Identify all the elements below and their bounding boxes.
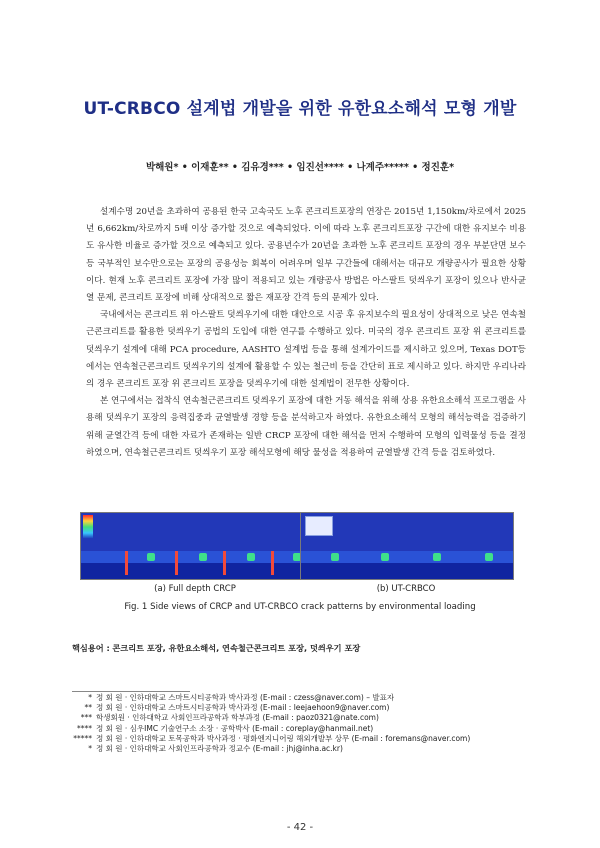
model-thumbnail bbox=[305, 516, 333, 536]
steel-layer bbox=[81, 551, 311, 563]
keywords bbox=[72, 643, 532, 654]
footnote-text: 학생회원 · 인하대학교 사회인프라공학과 학부과정 (E-mail : paoz0321@nate.com) bbox=[96, 713, 379, 723]
footnote-mark: *** bbox=[80, 713, 92, 723]
footnote-text: 정 회 원 · 인하대학교 스마트시티공학과 박사과정 (E-mail : czess@naver.com) – 발표자 bbox=[96, 693, 395, 702]
crack-mark bbox=[271, 551, 274, 575]
base-layer bbox=[301, 563, 513, 579]
footnote bbox=[72, 693, 542, 703]
stress-spot bbox=[247, 553, 255, 561]
contour-legend bbox=[83, 515, 93, 539]
footnote bbox=[72, 744, 542, 754]
subfigure-caption-b: (b) UT-CRBCO bbox=[376, 584, 436, 594]
stress-spot bbox=[331, 553, 339, 561]
footnote-text: 정 회 원 · 심우IMC 기술연구소 소장 · 공학박사 (E-mail : coreplay@hanmail.net) bbox=[96, 723, 374, 733]
footnote bbox=[72, 724, 542, 734]
stress-spot bbox=[485, 553, 493, 561]
crack-mark bbox=[125, 551, 128, 575]
stress-spot bbox=[381, 553, 389, 561]
keywords-text: 콘크리트 포장, 유한요소해석, 연속철근콘크리트 포장, 덧씌우기 포장 bbox=[112, 643, 361, 653]
abstract-body bbox=[86, 204, 526, 462]
footnotes bbox=[72, 693, 542, 754]
abstract-paragraph: 국내에서는 콘크리트 위 아스팔트 덧씌우기에 대한 대안으로 시공 후 유지보수의 필요성이 상대적으로 낮은 연속철근콘크리트를 활용한 덧씌우기 공법의 도입에 대한 연구를 수행하고 있다. 미국의 경우 콘크리트 포장 위 콘크리트를 덧씌우기 설계에 대해 PCA procedure, AASHTO 설계법 등을 통해 설계가이드를 제시하고 있으며, Texas DOT등에서는 연속철근콘크리트 덧씌우기의 설계에 활용할 수 있는 철근비 등을 간단히 표로 제시하고 있다. 하지만 우리나라의 경우 콘크리트 포장 위 콘크리트 포장을 덧씌우기에 대한 설계법이 전무한 상황이다. bbox=[86, 310, 526, 390]
page-number: - 42 - bbox=[286, 822, 314, 833]
footnote-mark: ** bbox=[84, 703, 92, 713]
subfigure-caption-a: (a) Full depth CRCP bbox=[154, 584, 236, 594]
footnote-mark: * bbox=[88, 744, 92, 754]
stress-spot bbox=[433, 553, 441, 561]
footnote-text: 정 회 원 · 인하대학교 사회인프라공학과 정교수 (E-mail : jhj@inha.ac.kr) bbox=[96, 744, 343, 754]
footnote-mark: **** bbox=[77, 723, 92, 733]
abstract-paragraph: 본 연구에서는 접착식 연속철근콘크리트 덧씌우기 포장에 대한 거동 해석을 위해 상용 유한요소해석 프로그램을 사용해 덧씌우기 포장의 응력집중과 균열발생 경향 등을 분석하고자 하였다. 유한요소해석 모형의 해석능력을 검증하기 위해 균열간격 등에 대한 자료가 존재하는 일반 CRCP 포장에 대한 해석을 먼저 수행하여 모형의 입력물성 등을 결정하였으며, 연속철근콘크리트 덧씌우기 포장 해석모형에 해당 물성을 적용하여 균열발생 간격 등을 검토하였다. bbox=[86, 396, 526, 458]
footnote-text: 정 회 원 · 인하대학교 토목공학과 박사과정 · 평화엔지니어링 해외개발부 상무 (E-mail : foremans@naver.com) bbox=[96, 733, 471, 743]
footnote-mark: * bbox=[88, 693, 92, 702]
slab-layer bbox=[81, 513, 311, 551]
footnote bbox=[72, 713, 542, 723]
figure-caption: Fig. 1 Side views of CRCP and UT-CRBCO crack patterns by environmental loading bbox=[124, 602, 476, 612]
figure-ut-crbco-image bbox=[300, 512, 514, 580]
crack-mark bbox=[223, 551, 226, 575]
footnote-text: 정 회 원 · 인하대학교 스마트시티공학과 박사과정 (E-mail : leejaehoon9@naver.com) bbox=[96, 703, 390, 713]
crack-mark bbox=[175, 551, 178, 575]
abstract-paragraph: 설계수명 20년을 초과하여 공용된 한국 고속국도 노후 콘크리트포장의 연장은 2015년 1,150km/차로에서 2025년 6,662km/차로까지 5배 이상 증가할 것으로 예측되었다. 이에 따라 노후 콘크리트포장 구간에 대한 유지보수 비용도 유사한 비율로 증가할 것으로 예측되고 있다. 공용년수가 20년을 초과한 노후 콘크리트 포장의 경우 부분단면 보수 등 국부적인 보수만으로는 포장의 공용성능 회복이 어려우며 일부 구간들에 대해서는 대규모 개량공사가 필요한 상황이다. 현재 노후 콘크리트 포장에 가장 많이 적용되고 있는 개량공사 방법은 아스팔트 덧씌우기 포장이 있으나 반사균열 문제, 콘크리트 포장에 비해 상대적으로 짧은 재포장 간격 등의 문제가 있다. bbox=[86, 207, 526, 304]
footnote bbox=[72, 703, 542, 713]
figure-crcp-image bbox=[80, 512, 312, 580]
base-layer bbox=[81, 563, 311, 579]
keywords-label: 핵심용어 : bbox=[72, 643, 110, 653]
page-title: UT-CRBCO 설계법 개발을 위한 유한요소해석 모형 개발 bbox=[83, 99, 517, 119]
stress-spot bbox=[199, 553, 207, 561]
stress-spot bbox=[147, 553, 155, 561]
author-list: 박해원* • 이재훈** • 김유경*** • 임진선**** • 나계주***** • 정진훈* bbox=[145, 162, 455, 173]
footnote-divider bbox=[72, 691, 190, 692]
footnote bbox=[72, 734, 542, 744]
footnote-mark: ***** bbox=[73, 733, 92, 743]
